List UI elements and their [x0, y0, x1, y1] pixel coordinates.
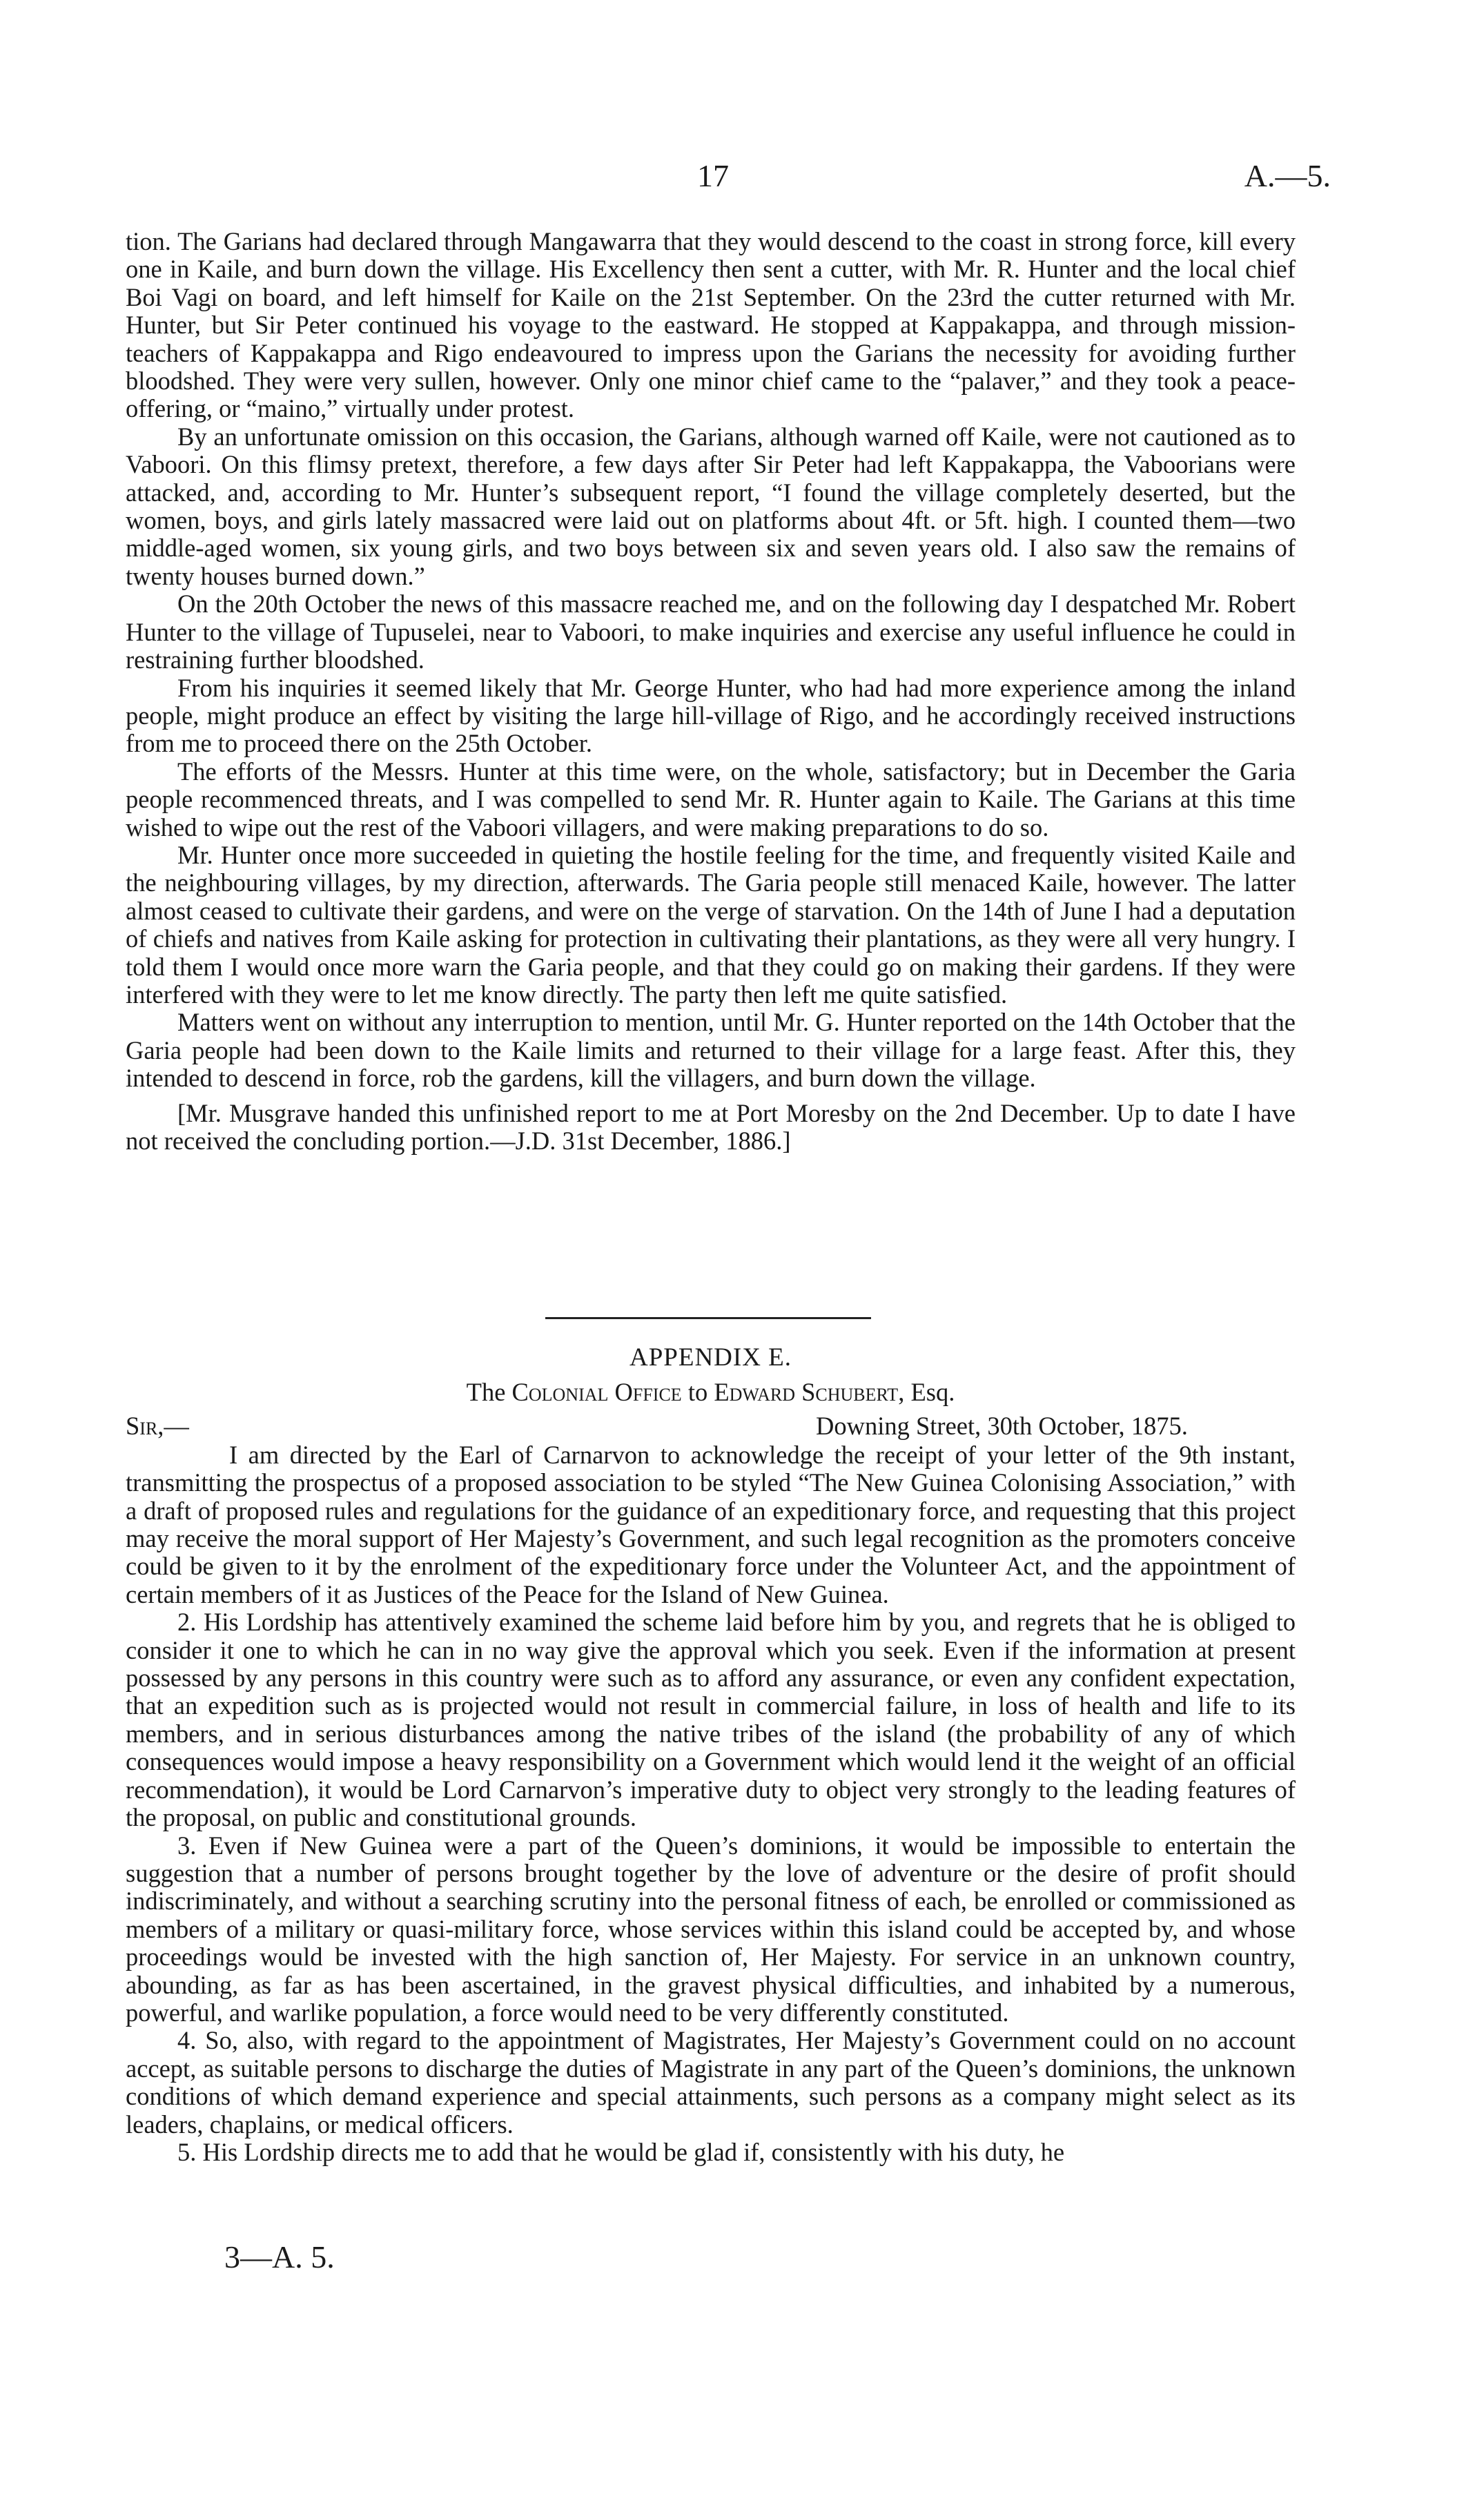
- report-paragraph: On the 20th October the news of this massacre reached me, and on the following day I despatched Mr. Robert Hunter to the village of Tupuselei, near to Vaboori, to make inquiries and exercise any useful influence he could in restraining further bloodshed.: [126, 590, 1296, 674]
- letter-paragraph: 4. So, also, with regard to the appointment of Magistrates, Her Majesty’s Government could on no account accept, as suitable persons to discharge the duties of Magistrate in any part of the Queen’s dominions, the unknown conditions of which demand experience and special attainments, such persons as a company might select as its leaders, chaplains, or medical officers.: [126, 2026, 1296, 2139]
- appendix-e: [126, 1344, 1296, 2166]
- subtitle-prefix: The: [466, 1378, 506, 1407]
- letter-paragraph: 3. Even if New Guinea were a part of the Queen’s dominions, it would be impossible to entertain the suggestion that a number of persons brought together by the love of adventure or the desire of profit should indiscriminately, and without a searching scrutiny into the personal fitness of each, be enrolled or commissioned as members of a military or quasi-military force, whose services within this island could be accepted by, and whose proceedings would be invested with the high sanction of, Her Majesty. For service in an unknown country, abounding, as far as has been ascertained, in the gravest physical difficulties, and inhabited by a numerous, powerful, and warlike population, a force would need to be very differently constituted.: [126, 1831, 1296, 2027]
- appendix-subtitle: [126, 1379, 1296, 1406]
- section-divider: [545, 1317, 871, 1319]
- editor-note: [Mr. Musgrave handed this unfinished report to me at Port Moresby on the 2nd December. Up to date I have not received the concluding portion.—J.D. 31st December, 1886.]: [126, 1098, 1296, 1155]
- signature-reference: 3—A. 5.: [224, 2239, 335, 2275]
- subtitle-to: Edward Schubert: [714, 1378, 899, 1407]
- page-header: [0, 157, 1484, 206]
- report-paragraph: From his inquiries it seemed likely that Mr. George Hunter, who had had more experience among the inland people, might produce an effect by visiting the large hill-village of Rigo, and he accordingly received instructions from me to proceed there on the 25th October.: [126, 673, 1296, 758]
- report-paragraph: The efforts of the Messrs. Hunter at this time were, on the whole, satisfactory; but in December the Garia people recommenced threats, and I was compelled to send Mr. R. Hunter again to Kaile. The Garians at this time wished to wipe out the rest of the Vaboori villagers, and were making preparations to do so.: [126, 757, 1296, 841]
- letter-paragraph: 2. His Lordship has attentively examined the scheme laid before him by you, and regrets that he is obliged to consider it one to which he can in no way give the approval which you seek. Even if the information at present possessed by any persons in this country were such as to afford any assurance, or even any confident expectation, that an expedition such as is projected would not result in commercial failure, in loss of health and life to its members, and in serious disturbances among the native tribes of the island (the probability of any of which consequences would impose a heavy responsibility on a Government which would lend it the weight of an official recommendation), it would be Lord Carnarvon’s imperative duty to object very strongly to the leading features of the proposal, on public and constitutional grounds.: [126, 1608, 1296, 1832]
- report-paragraph: tion. The Garians had declared through Mangawarra that they would descend to the coast in strong force, kill every one in Kaile, and burn down the village. His Excellency then sent a cutter, with Mr. R. Hunter and the local chief Boi Vagi on board, and left himself for Kaile on the 21st September. On the 23rd the cutter returned with Mr. Hunter, but Sir Peter continued his voyage to the eastward. He stopped at Kappakappa, and through mission-teachers of Kappakappa and Rigo endeavoured to impress upon the Garians the necessity for avoiding further bloodshed. They were very sullen, however. Only one minor chief came to the “palaver,” and they took a peace-offering, or “maino,” virtually under protest.: [126, 227, 1296, 423]
- page-number: 17: [697, 158, 729, 193]
- letter-heading: [126, 1412, 1296, 1441]
- report-paragraph: Mr. Hunter once more succeeded in quieting the hostile feeling for the time, and frequently visited Kaile and the neighbouring villages, by my direction, afterwards. The Garia people still menaced Kaile, however. The latter almost ceased to cultivate their gardens, and were on the verge of starvation. On the 14th of June I had a deputation of chiefs and natives from Kaile asking for protection in cultivating their plantations, as they were all very hungry. I told them I would once more warn the Garia people, and that they could go on making their gardens. If they were interfered with they were to let me know directly. The party then left me quite satisfied.: [126, 840, 1296, 1009]
- letter-body: [126, 1441, 1296, 2167]
- salutation: Sir,—: [126, 1411, 189, 1440]
- subtitle-suffix: , Esq.: [898, 1378, 955, 1407]
- report-body: [126, 228, 1296, 1155]
- subtitle-from: Colonial Office: [511, 1378, 682, 1407]
- report-paragraph: Matters went on without any interruption to mention, until Mr. G. Hunter reported on the 14th October that the Garia people had been down to the Kaile limits and returned to their village for a large feast. After this, they intended to descend in force, rob the gardens, kill the villagers, and burn down the village.: [126, 1008, 1296, 1093]
- letter-paragraph: I am directed by the Earl of Carnarvon to acknowledge the receipt of your letter of the 9th instant, transmitting the prospectus of a proposed association to be styled “The New Guinea Colonising Association,” with a draft of proposed rules and regulations for the guidance of an expeditionary force, and requesting that this project may receive the moral support of Her Majesty’s Government, and such legal recognition as the promoters conceive could be given to it by the enrolment of the expeditionary force under the Volunteer Act, and the appointment of certain members of it as Justices of the Peace for the Island of New Guinea.: [126, 1440, 1296, 1608]
- report-paragraph: By an unfortunate omission on this occasion, the Garians, although warned off Kaile, were not cautioned as to Vaboori. On this flimsy pretext, therefore, a few days after Sir Peter had left Kappakappa, the Vaboorians were attacked, and, according to Mr. Hunter’s subsequent report, “I found the village completely deserted, but the women, boys, and girls lately massacred were laid out on platforms about 4ft. or 5ft. high. I counted them—two middle-aged women, six young girls, and two boys between six and seven years old. I also saw the remains of twenty houses burned down.”: [126, 422, 1296, 590]
- subtitle-to-word: to: [687, 1378, 708, 1407]
- document-reference: A.—5.: [1244, 158, 1331, 193]
- dateline: Downing Street, 30th October, 1875.: [816, 1411, 1188, 1440]
- appendix-title: APPENDIX E.: [629, 1343, 792, 1372]
- letter-paragraph: 5. His Lordship directs me to add that he would be glad if, consistently with his duty, he: [177, 2137, 1065, 2166]
